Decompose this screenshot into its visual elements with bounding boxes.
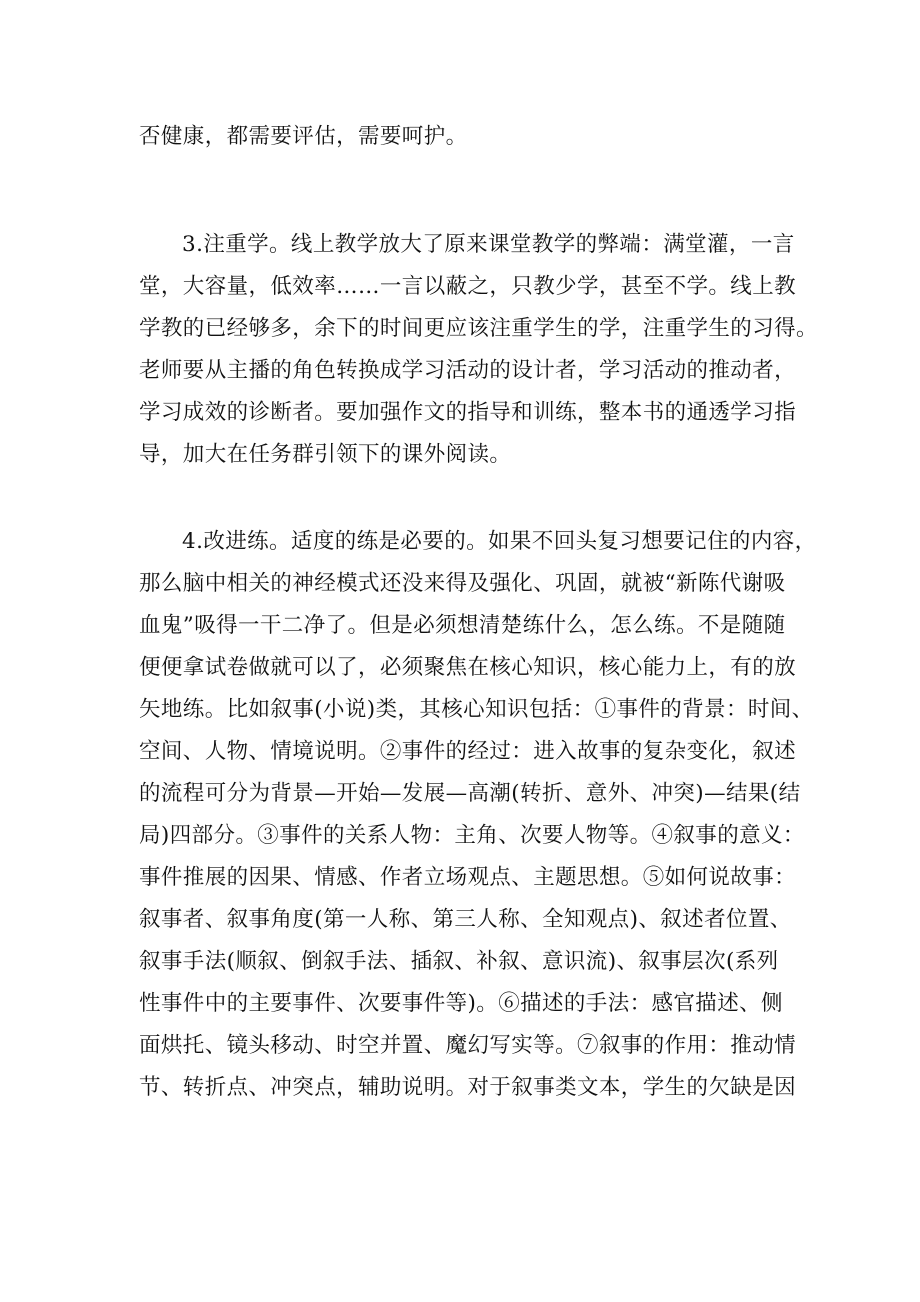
text-line: 的流程可分为背景—开始—发展—高潮(转折、意外、冲突)—结果(结 xyxy=(139,781,801,806)
paragraph-focus-on-learning xyxy=(139,224,818,476)
text-line: 导，加大在任务群引领下的课外阅读。 xyxy=(139,442,512,467)
text-line: 节、转折点、冲突点，辅助说明。对于叙事类文本，学生的欠缺是因 xyxy=(139,1075,797,1100)
text-line: 叙事者、叙事角度(第一人称、第三人称、全知观点)、叙述者位置、 xyxy=(139,907,792,932)
text-line: 3.注重学。线上教学放大了原来课堂教学的弊端：满堂灌，一言 xyxy=(182,232,795,257)
text-line: 学习成效的诊断者。要加强作文的指导和训练，整本书的通透学习指 xyxy=(139,400,797,425)
paragraph-health-continuation xyxy=(139,116,799,158)
text-line: 矢地练。比如叙事(小说)类，其核心知识包括：①事件的背景：时间、 xyxy=(139,697,814,722)
text-line: 4.改进练。适度的练是必要的。如果不回头复习想要记住的内容， xyxy=(182,529,817,554)
text-line: 否健康，都需要评估，需要呵护。 xyxy=(139,124,468,149)
text-line: 空间、人物、情境说明。②事件的经过：进入故事的复杂变化，叙述 xyxy=(139,739,797,764)
text-line: 面烘托、镜头移动、时空并置、魔幻写实等。⑦叙事的作用：推动情 xyxy=(139,1033,797,1058)
text-line: 堂，大容量，低效率……一言以蔽之，只教少学，甚至不学。线上教 xyxy=(139,274,797,299)
text-line: 血鬼”吸得一干二净了。但是必须想清楚练什么，怎么练。不是随随 xyxy=(139,613,786,638)
text-line: 老师要从主播的角色转换成学习活动的设计者，学习活动的推动者， xyxy=(139,358,797,383)
text-line: 局)四部分。③事件的关系人物：主角、次要人物等。④叙事的意义： xyxy=(139,823,805,848)
text-line: 性事件中的主要事件、次要事件等)。⑥描述的手法：感官描述、侧 xyxy=(139,991,783,1016)
text-line: 叙事手法(顺叙、倒叙手法、插叙、补叙、意识流)、叙事层次(系列 xyxy=(139,949,779,974)
paragraph-improve-practice xyxy=(139,521,817,1109)
text-line: 便便拿试卷做就可以了，必须聚焦在核心知识，核心能力上，有的放 xyxy=(139,655,797,680)
text-line: 那么脑中相关的神经模式还没来得及强化、巩固，就被“新陈代谢吸 xyxy=(139,571,786,596)
text-line: 学教的已经够多，余下的时间更应该注重学生的学，注重学生的习得。 xyxy=(139,316,818,341)
text-line: 事件推展的因果、情感、作者立场观点、主题思想。⑤如何说故事： xyxy=(139,865,797,890)
